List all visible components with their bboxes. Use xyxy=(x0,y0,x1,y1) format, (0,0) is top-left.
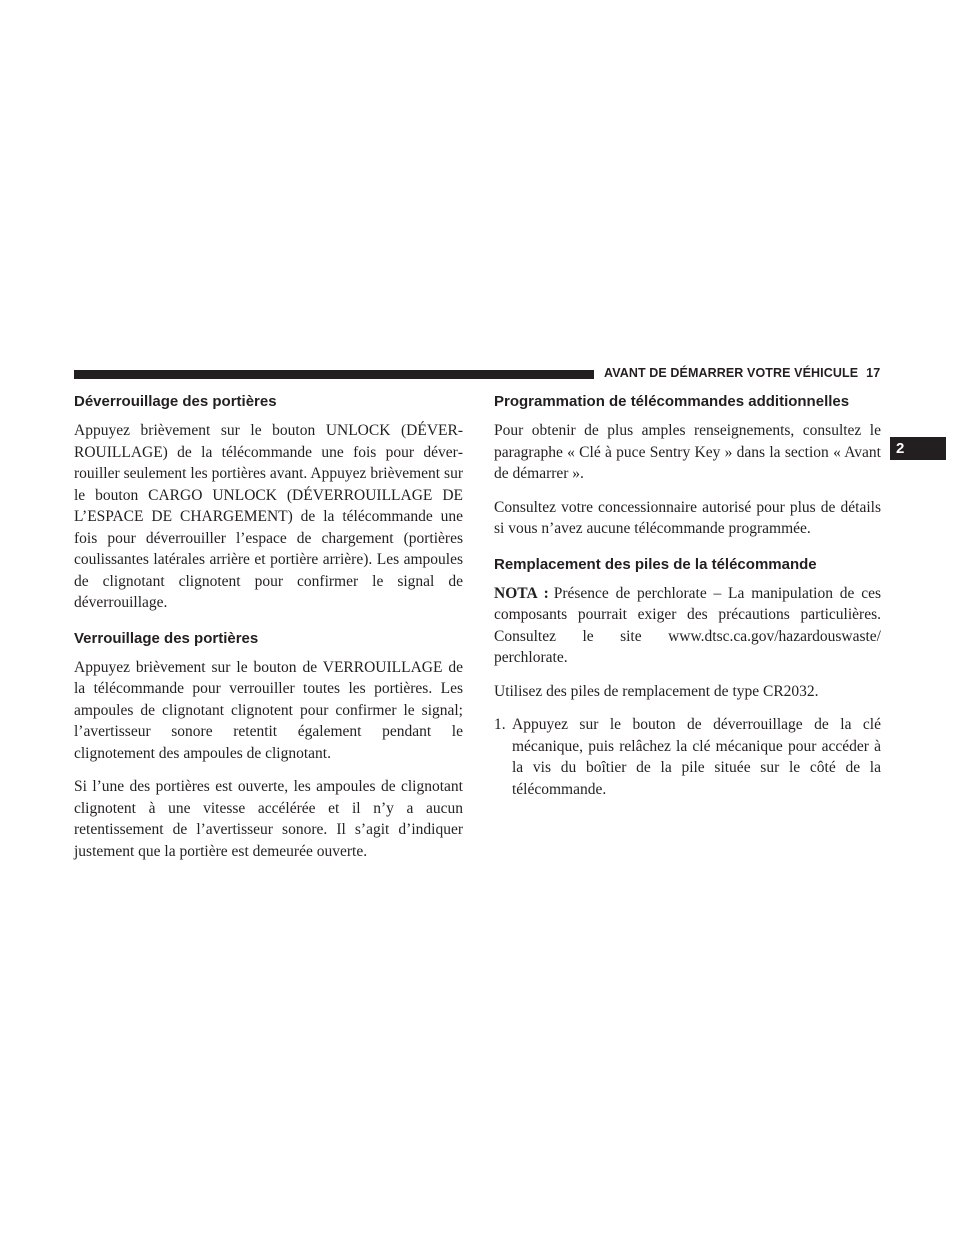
step-text: Appuyez sur le bouton de déverrouillage de la clé mécanique, puis relâchez la clé mécanique pour accéder à la vis du boîtier de la pile située sur le côté de la télécommande. xyxy=(512,716,881,798)
paragraph-program-remotes-1: Pour obtenir de plus amples renseignements, consultez le paragraphe « Clé à puce Sentry Key » dans la section « Avant de démarrer ». xyxy=(494,422,881,482)
heading-lock-doors: Verrouillage des portières xyxy=(74,629,259,647)
section-title: AVANT DE DÉMARRER VOTRE VÉHICULE xyxy=(604,366,859,380)
paragraph-program-remotes-2: Consultez votre concessionnaire autorisé pour plus de détails si vous n’avez aucune télécommande programmée. xyxy=(494,498,881,537)
paragraph-battery-type: Utilisez des piles de remplacement de type CR2032. xyxy=(494,682,819,700)
note-paragraph xyxy=(494,583,881,669)
paragraph-lock-doors-2: Si l’une des portières est ouverte, les ampoules de clignotant clignotent à une vitesse accélérée et il n’y a aucun retentissement de l’avertisseur sonore. Il s’agit d’indiquer justement que la portière est demeurée ouverte. xyxy=(74,778,463,860)
page-number: 17 xyxy=(866,366,881,380)
note-text: Présence de perchlorate – La manipulation de ces composants pourrait exiger des précautions particulières. Consultez le site www.dtsc.ca.gov/hazardouswaste/ perchlorate. xyxy=(494,584,881,666)
heading-battery-replacement: Remplacement des piles de la télécommande xyxy=(494,555,817,573)
list-item xyxy=(494,714,881,800)
heading-program-remotes: Programmation de télécommandes additionnelles xyxy=(494,393,850,410)
paragraph-unlock-doors: Appuyez brièvement sur le bouton UNLOCK (DÉVERROUILLAGE) de la télécommande une fois pour déverrouiller seulement les portières avant. Appuyez brièvement sur le bouton CARGO UNLOCK (DÉVERROUILLAGE DE L’ESPACE DE CHARGEMENT) de la télécommande une fois pour déverrouiller l’espace de chargement (portières coulissantes latérales arrière et portière arrière). Les ampoules de clignotant clignotent pour confirmer le signal de déverrouillage. xyxy=(74,422,463,611)
chapter-tab: 2 xyxy=(890,437,946,460)
heading-unlock-doors: Déverrouillage des portières xyxy=(74,393,277,410)
left-column xyxy=(74,393,463,874)
running-head xyxy=(604,366,880,380)
right-column xyxy=(494,393,881,800)
note-label: NOTA : xyxy=(494,584,549,602)
steps-list xyxy=(494,714,881,800)
header-rule xyxy=(74,370,594,379)
paragraph-lock-doors-1: Appuyez brièvement sur le bouton de VERROUILLAGE de la télécommande pour verrouiller toutes les portières. Les ampoules de clignotant clignotent pour confirmer le signal; l’avertisseur sonore retentit également pendant le clignotement des ampoules de clignotant. xyxy=(74,658,463,762)
step-number: 1. xyxy=(494,716,506,733)
